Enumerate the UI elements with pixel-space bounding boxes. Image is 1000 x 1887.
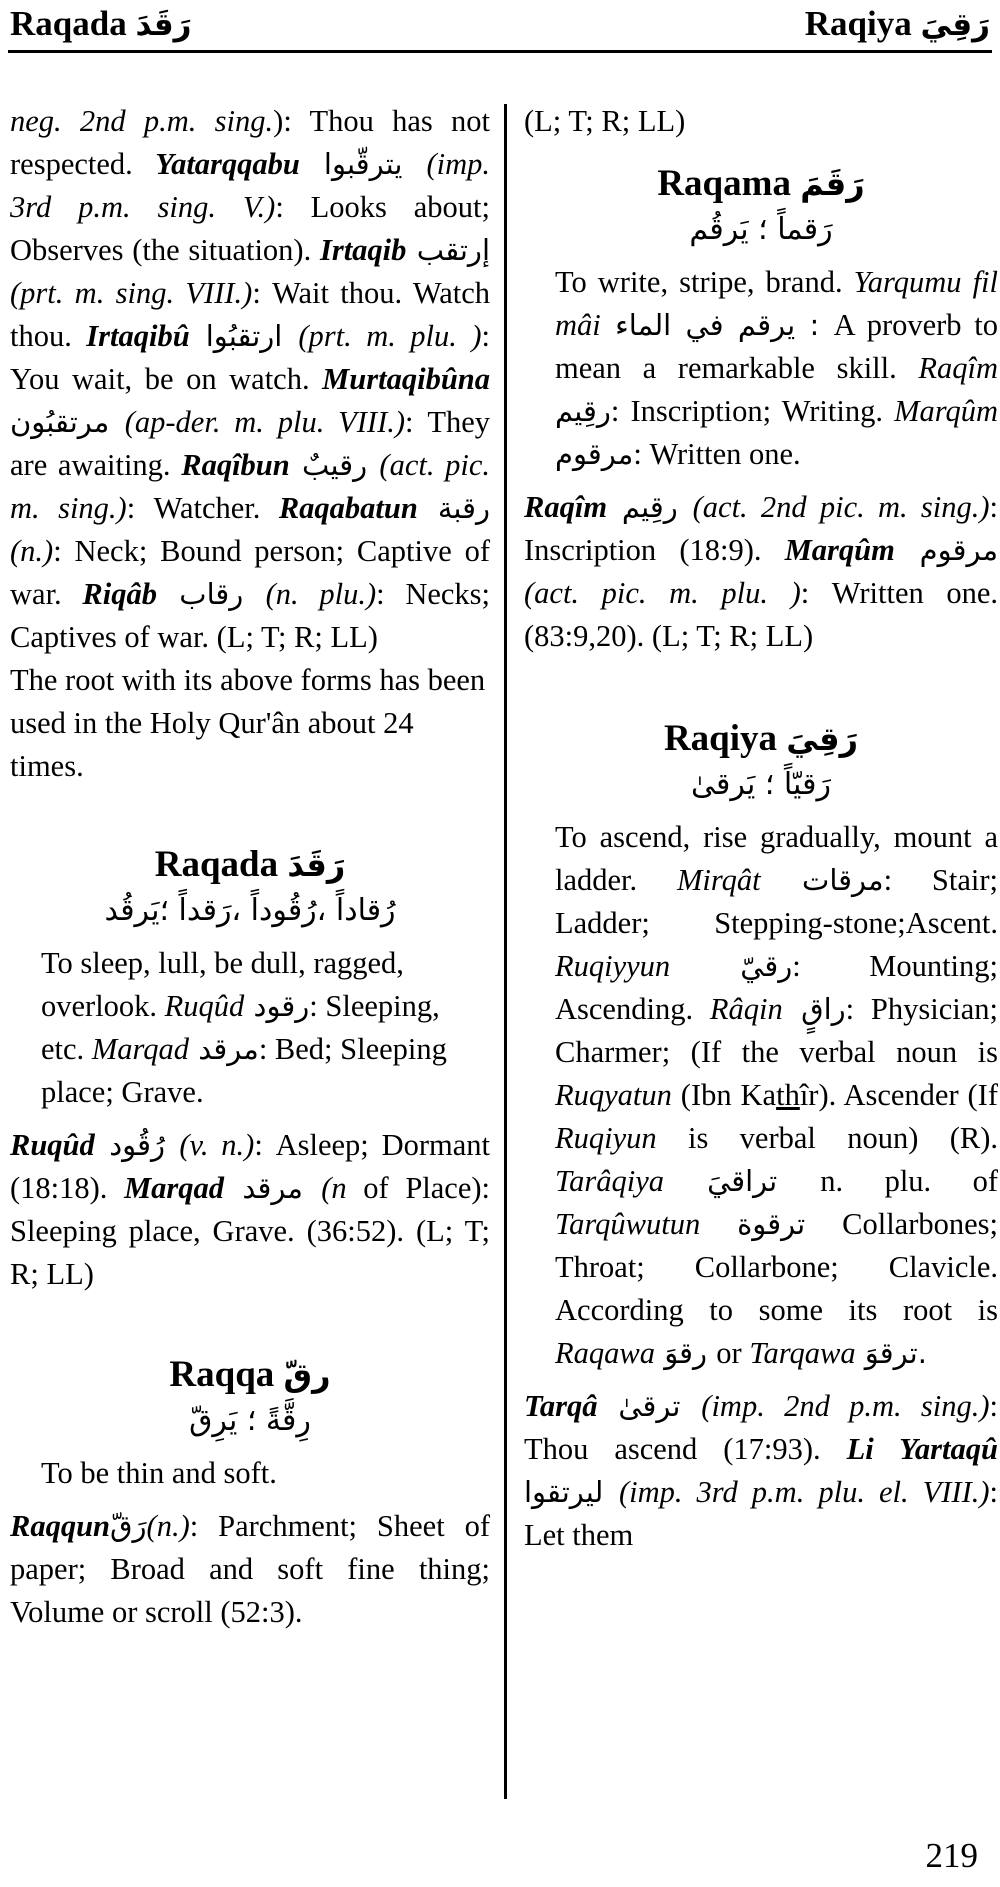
left-column [10, 100, 490, 1634]
header-right [805, 4, 990, 44]
entry-heading-raqama: Raqama رَقَمَ [657, 163, 865, 204]
entry-heading-raqiya: Raqiya رَقِيَ [663, 718, 859, 759]
definition-raqada: To sleep, lull, be dull, ragged, overlook. Ruqûd رقود: Sleeping, etc. Marqad مرقد: Bed; Sleeping place; Grave. [41, 946, 447, 1109]
raqaba-continuation: neg. 2nd p.m. sing.): Thou has not respected. Yatarqqabu يترقّبوا (imp. 3rd p.m. sing. V.): Looks about; Observes (the situation). Irtaqib إرتقب (prt. m. sing. VIII.): Wait thou. Watch thou. Irtaqibû ارتقبُوا (prt. m. plu. ): You wait, be on watch. Murtaqibûna مرتقبُون (ap-der. m. plu. VIII.): They are awaiting. Raqîbun رقيبٌ (act. pic. m. sing.): Watcher. Raqabatun رقبة (n.): Neck; Bound person; Captive of war. Riqâb رقاب (n. plu.): Necks; Captives of war. (L; T; R; LL) [10, 104, 491, 654]
verb-forms-raqama: رَقماً ؛ يَرقُم [689, 212, 833, 247]
entry-heading-raqada: Raqada رَقَدَ [154, 844, 346, 885]
definition-raqama: To write, stripe, brand. Yarqumu fil mâi يرقم في الماء : A proverb to mean a remarkable skill. Raqîm رقِيم: Inscription; Writing. Marqûm مرقوم: Written one. [555, 265, 999, 471]
occurrence-note: The root with its above forms has been used in the Holy Qur'ân about 24 times. [10, 663, 486, 783]
verb-forms-raqada: رُقاداً ،رُقُوداً ،رَقداً ؛يَرقُد [104, 893, 396, 928]
header-right-title: Raqiya [804, 4, 912, 43]
entry-heading-raqqa: Raqqa رقّ [169, 1354, 331, 1395]
running-header [8, 0, 992, 53]
header-left-title: Raqada [10, 4, 127, 43]
page-number: 219 [925, 1836, 978, 1875]
header-left [10, 4, 192, 44]
verb-forms-raqiya: رَقيّاً ؛ يَرقىٰ [691, 767, 831, 802]
entry-raqim: Raqîm رقِيم (act. 2nd pic. m. sing.): Inscription (18:9). Marqûm مرقوم (act. pic. m. plu. ): Written one. (83:9,20). (L; T; R; LL) [524, 490, 998, 653]
column-divider [504, 104, 507, 1799]
definition-raqiya: To ascend, rise gradually, mount a ladder. Mirqât مرقات: Stair; Ladder; Stepping-stone;Ascent. Ruqiyyun رقيّ: Mounting; Ascending. Râqin راقٍ: Physician; Charmer; (If the verbal noun is Ruqyatun (Ibn Kathîr). Ascender (If Ruqiyun is verbal noun) (R). Tarâqiya تراقيَ n. plu. of Tarqûwutun ترقوة Collarbones; Throat; Collarbone; Clavicle. According to some its root is Raqawa رقوَ or Tarqawa ترقوَ. [555, 820, 999, 1370]
entry-ruqud: Ruqûd رُقُود (v. n.): Asleep; Dormant (18:18). Marqad مرقد (n of Place): Sleeping place, Grave. (36:52). (L; T; R; LL) [10, 1128, 491, 1291]
raqaba-references-end: (L; T; R; LL) [524, 104, 686, 138]
definition-raqqa: To be thin and soft. [41, 1456, 277, 1490]
header-right-arabic: رَقِيَ [920, 7, 990, 43]
header-left-arabic: رَقَدَ [135, 7, 192, 43]
right-column [524, 100, 998, 1557]
entry-raqqun: Raqqunرَقّ(n.): Parchment; Sheet of paper; Broad and soft fine thing; Volume or scroll (52:3). [10, 1509, 490, 1629]
verb-forms-raqqa: رِقَّةً ؛ يَرِقّ [189, 1403, 311, 1438]
entry-tarqa: Tarqâ ترقىٰ (imp. 2nd p.m. sing.): Thou ascend (17:93). Li Yartaqû ليرتقوا (imp. 3rd p.m. plu. el. VIII.): Let them [524, 1389, 999, 1552]
